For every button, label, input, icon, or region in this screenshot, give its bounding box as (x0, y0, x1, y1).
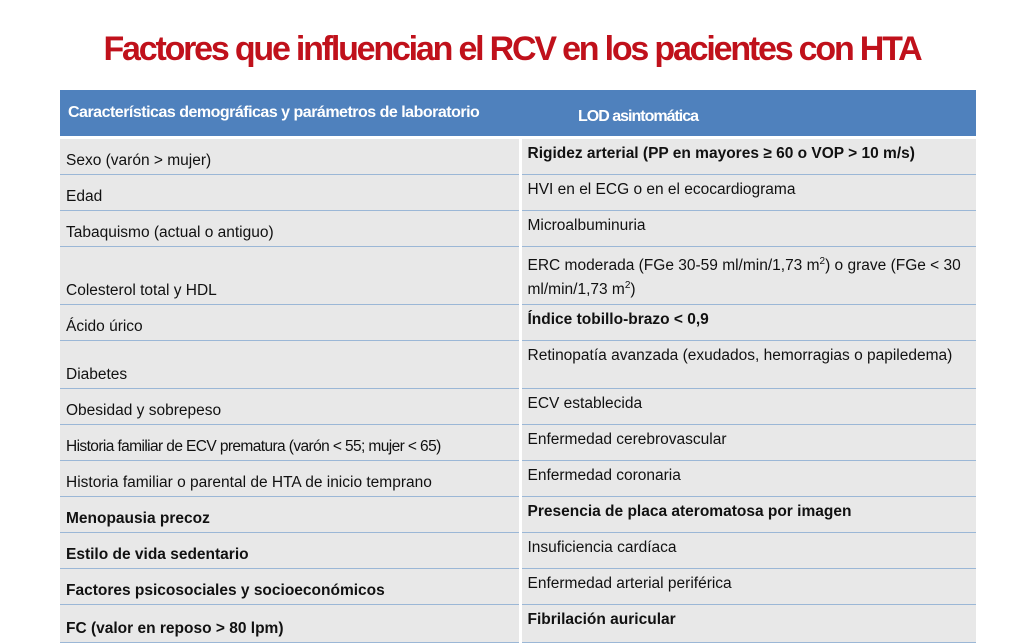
superscript: 2 (624, 280, 631, 292)
table-row (60, 605, 976, 643)
table-row (60, 569, 976, 605)
cell-lod (520, 247, 976, 305)
cell-lod: Microalbuminuria (520, 211, 976, 247)
cell-demographic: Diabetes (60, 341, 520, 389)
cell-demographic: Tabaquismo (actual o antiguo) (60, 211, 520, 247)
table-row (60, 175, 976, 211)
cell-lod: Índice tobillo-brazo < 0,9 (520, 305, 976, 341)
cell-demographic: Sexo (varón > mujer) (60, 138, 520, 175)
cell-lod: Enfermedad coronaria (520, 461, 976, 497)
cell-lod: Rigidez arterial (PP en mayores ≥ 60 o VOP > 10 m/s) (520, 138, 976, 175)
cell-demographic: Estilo de vida sedentario (60, 533, 520, 569)
table-row (60, 211, 976, 247)
superscript: 2 (819, 256, 826, 267)
table-header-row (60, 90, 976, 138)
cell-demographic: Obesidad y sobrepeso (60, 389, 520, 425)
table-row (60, 425, 976, 461)
cell-demographic: Colesterol total y HDL (60, 247, 520, 305)
table-row (60, 341, 976, 389)
header-demographics: Características demográficas y parámetros de laboratorio (60, 90, 520, 138)
cell-demographic: FC (valor en reposo > 80 lpm) (60, 605, 520, 643)
cell-text-part: ) o grave (FGe < 30 ml/min/1,73 m (527, 257, 961, 299)
cell-lod: Enfermedad cerebrovascular (520, 425, 976, 461)
cell-lod: ECV establecida (520, 389, 976, 425)
table-row (60, 305, 976, 341)
table-row (60, 247, 976, 305)
cell-text-part: ERC moderada (FGe 30-59 ml/min/1,73 m (527, 257, 820, 275)
cell-demographic: Menopausia precoz (60, 497, 520, 533)
table-row (60, 533, 976, 569)
cell-lod: Enfermedad arterial periférica (520, 569, 976, 605)
cell-lod: Fibrilación auricular (520, 605, 976, 643)
cell-lod: Insuficiencia cardíaca (520, 533, 976, 569)
table-row (60, 461, 976, 497)
cell-demographic: Factores psicosociales y socioeconómicos (60, 569, 520, 605)
table-row (60, 389, 976, 425)
cell-lod: Retinopatía avanzada (exudados, hemorragias o papiledema) (520, 341, 976, 389)
table-row (60, 497, 976, 533)
header-lod: LOD asintomática (520, 90, 976, 138)
cell-text-part: ) (630, 281, 636, 299)
risk-factors-table (60, 90, 976, 643)
cell-demographic: Edad (60, 175, 520, 211)
cell-demographic: Ácido úrico (60, 305, 520, 341)
cell-lod: HVI en el ECG o en el ecocardiograma (520, 175, 976, 211)
cell-demographic: Historia familiar de ECV prematura (varón < 55; mujer < 65) (60, 425, 520, 461)
slide-title: Factores que influencian el RCV en los pacientes con HTA (103, 30, 921, 68)
cell-demographic: Historia familiar o parental de HTA de inicio temprano (60, 461, 520, 497)
cell-lod: Presencia de placa ateromatosa por imagen (520, 497, 976, 533)
table-row (60, 138, 976, 175)
